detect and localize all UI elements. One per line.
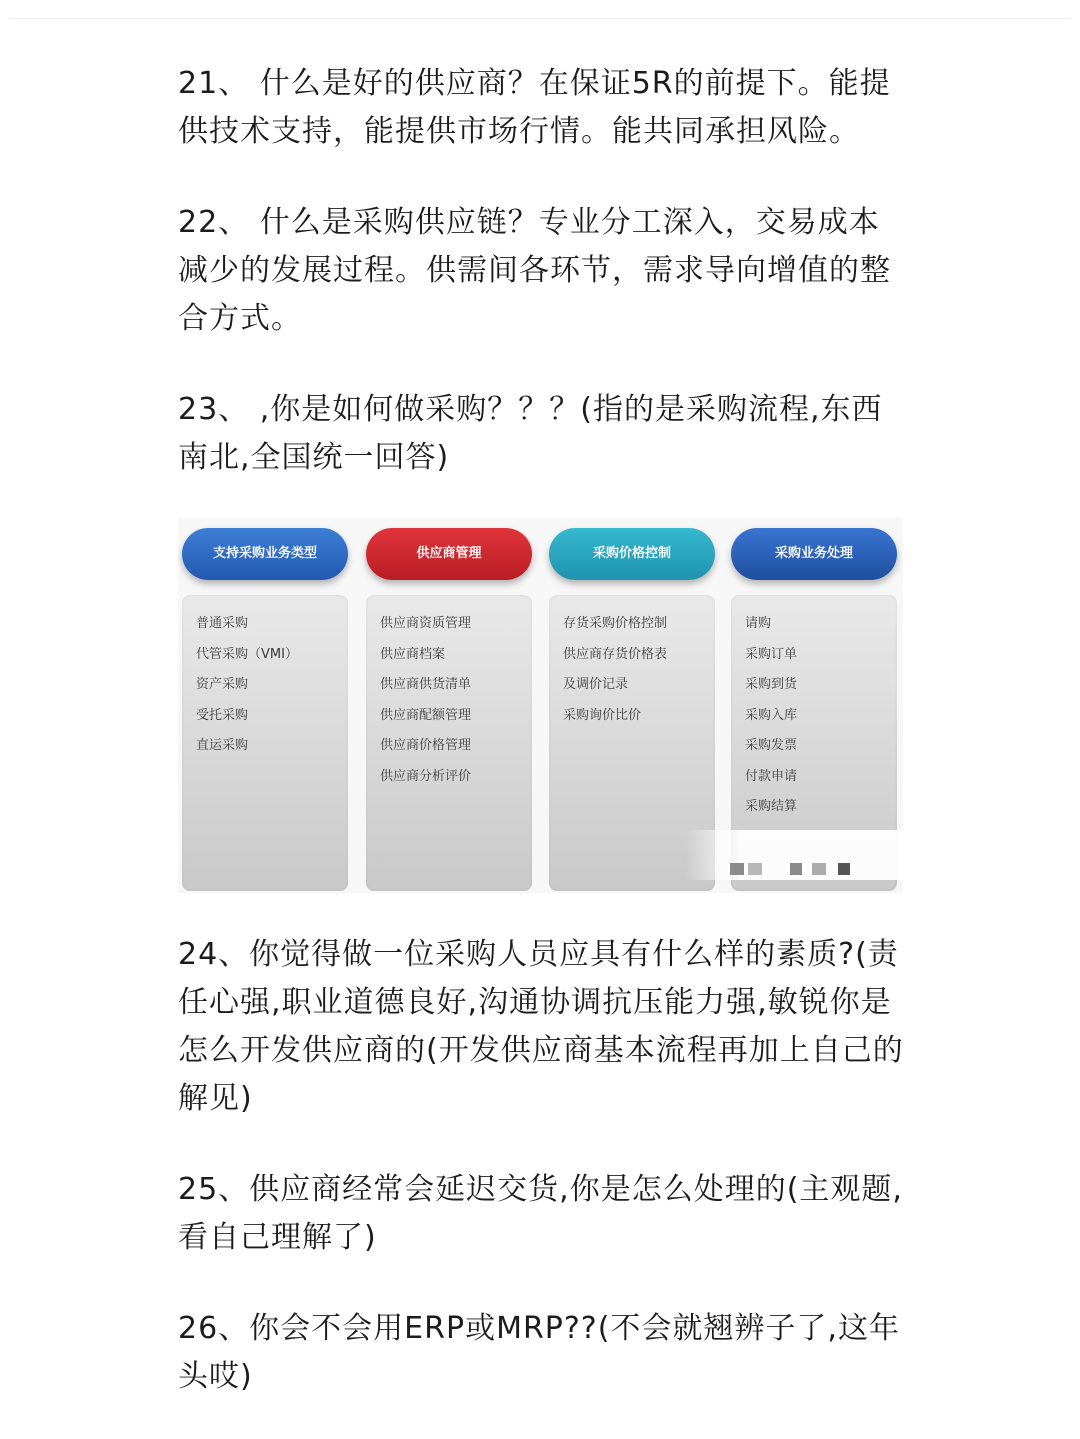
list-item: 请购 <box>745 616 772 631</box>
column-panel-supplier-management <box>366 595 532 891</box>
column-header-supplier-management: 供应商管理 <box>366 528 532 580</box>
question-25: 25、供应商经常会延迟交货,你是怎么处理的(主观题,看自己理解了) <box>178 1172 903 1255</box>
watermark-block <box>790 863 802 875</box>
list-item: 资产采购 <box>196 677 249 692</box>
list-item: 采购订单 <box>745 646 798 662</box>
watermark-block <box>748 863 762 875</box>
list-item: 采购结算 <box>745 799 798 814</box>
list-item: 存货采购价格控制 <box>563 616 668 631</box>
list-item: 直运采购 <box>196 738 249 753</box>
column-panel-business-types <box>182 595 348 891</box>
list-item: 代管采购（VMI） <box>196 646 298 662</box>
list-item: 受托采购 <box>196 707 249 723</box>
question-21: 21、 什么是好的供应商？在保证5R的前提下。能提供技术支持，能提供市场行情。能共同承担风险。 <box>178 66 891 149</box>
watermark-block <box>838 863 850 875</box>
figure-column-supplier-management <box>362 518 536 893</box>
column-header-price-control: 采购价格控制 <box>549 528 715 580</box>
top-divider <box>10 18 1070 19</box>
watermark-block <box>812 863 826 875</box>
list-item: 采购询价比价 <box>563 707 642 723</box>
article-body <box>178 60 908 1401</box>
column-header-business-processing: 采购业务处理 <box>731 528 897 580</box>
list-item: 付款申请 <box>745 768 798 784</box>
list-item: 及调价记录 <box>563 677 629 692</box>
list-item: 采购到货 <box>745 677 798 692</box>
watermark-block <box>730 863 744 875</box>
list-item: 供应商分析评价 <box>380 768 472 784</box>
list-item: 采购入库 <box>745 707 798 723</box>
figure-column-business-types <box>178 518 352 893</box>
column-header-business-types: 支持采购业务类型 <box>182 528 348 580</box>
list-item: 供应商价格管理 <box>380 738 472 753</box>
question-23: 23、 ,你是如何做采购？？？(指的是采购流程,东西南北,全国统一回答) <box>178 392 883 475</box>
list-item: 供应商资质管理 <box>380 616 472 631</box>
list-item: 普通采购 <box>196 616 249 631</box>
list-item: 供应商供货清单 <box>380 677 472 692</box>
list-item: 供应商存货价格表 <box>563 646 668 662</box>
list-item: 供应商配额管理 <box>380 707 472 723</box>
list-item: 供应商档案 <box>380 646 446 662</box>
question-26: 26、你会不会用ERP或MRP??(不会就翘辨子了,这年头哎) <box>178 1311 900 1394</box>
question-24: 24、你觉得做一位采购人员应具有什么样的素质?(责任心强,职业道德良好,沟通协调抗压能力强,敏锐你是怎么开发供应商的(开发供应商基本流程再加上自己的解见) <box>178 937 904 1116</box>
list-item: 采购发票 <box>745 738 798 753</box>
procurement-process-figure <box>178 518 903 893</box>
question-22: 22、 什么是采购供应链？专业分工深入，交易成本减少的发展过程。供需间各环节，需求导向增值的整合方式。 <box>178 205 891 336</box>
